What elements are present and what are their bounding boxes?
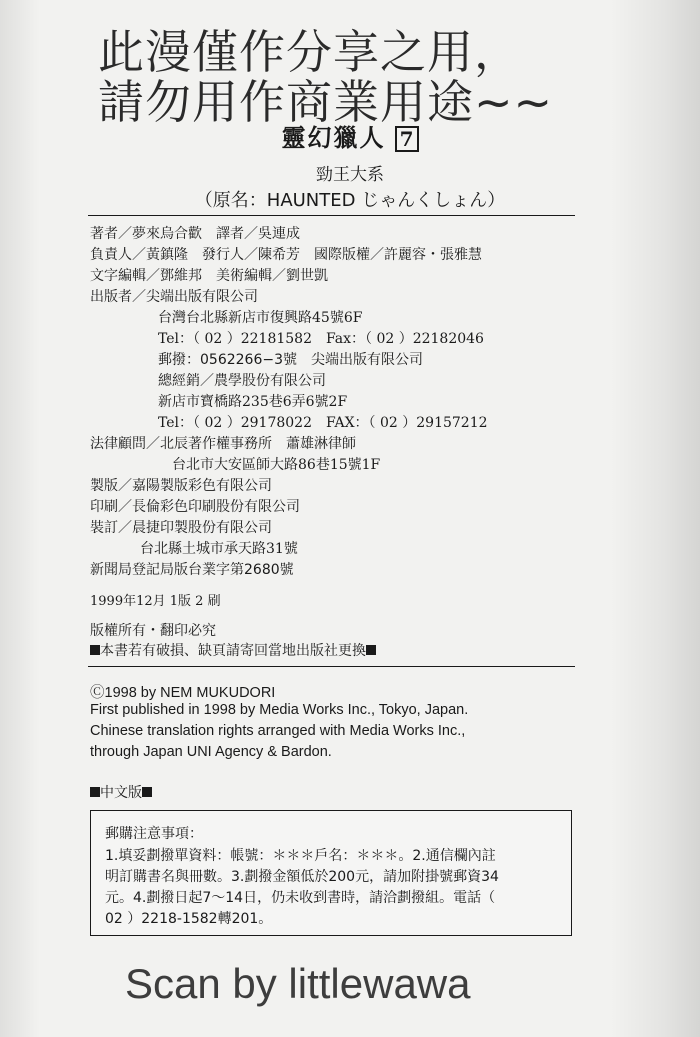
square-bullet-icon (142, 787, 152, 797)
return-notice-row (90, 640, 376, 660)
first-published-line: First published in 1998 by Media Works Inc., Tokyo, Japan. (90, 702, 469, 718)
page-edge-shadow-left (0, 0, 40, 1037)
mail-order-heading: 郵購注意事項： (105, 826, 203, 842)
return-notice: 本書若有破損、缺頁請寄回當地出版社更換 (100, 643, 366, 659)
square-bullet-icon (90, 787, 100, 797)
agency-line: through Japan UNI Agency & Bardon. (90, 744, 332, 760)
divider-bottom (88, 666, 575, 667)
legal-counsel: 法律顧問／北辰著作權事務所 蕭雄淋律師 (90, 436, 356, 452)
book-title-row (0, 118, 700, 153)
mail-order-line-1: 1.填妥劃撥單資料：帳號：＊＊＊戶名：＊＊＊。2.通信欄內註 (105, 848, 496, 864)
credit-staff: 負責人／黃鎮隆 發行人／陳希芳 國際版權／許麗容・張雅慧 (90, 247, 482, 263)
mail-order-line-2: 明訂購書名與冊數。3.劃撥金額低於200元，請加附掛號郵資34 (105, 869, 499, 885)
credit-author-translator: 著者／夢來烏合歡 譯者／吳連成 (90, 226, 300, 242)
publisher-tel-fax: Tel：（ 02 ）22181582 Fax：（ 02 ）22182046 (158, 331, 484, 347)
translation-rights-line: Chinese translation rights arranged with Media Works Inc., (90, 723, 466, 739)
share-notice-line-1: 此漫僅作分享之用， (98, 25, 521, 79)
binder-address: 台北縣土城市承天路31號 (140, 541, 298, 557)
postal-account: 郵撥：0562266−3號 尖端出版有限公司 (158, 352, 423, 368)
page-edge-shadow-right (610, 0, 700, 1037)
distributor: 總經銷／農學股份有限公司 (158, 373, 326, 389)
scan-credit: Scan by littlewawa (125, 960, 471, 1007)
legal-counsel-address: 台北市大安區師大路86巷15號1F (172, 457, 381, 473)
credit-editors: 文字編輯／鄧維邦 美術編輯／劉世凱 (90, 268, 328, 284)
distributor-tel-fax: Tel：（ 02 ）29178022 FAX：（ 02 ）29157212 (158, 415, 488, 431)
square-bullet-icon (366, 645, 376, 655)
printer: 印刷／長倫彩色印刷股份有限公司 (90, 499, 300, 515)
original-title: （原名：HAUNTED じゃんくしょん） (194, 190, 506, 211)
plate-maker: 製版／嘉陽製版彩色有限公司 (90, 478, 272, 494)
mail-order-line-3: 元。4.劃撥日起7〜14日，仍未收到書時，請洽劃撥組。電話（ (105, 890, 496, 906)
binder: 裝訂／晨捷印製股份有限公司 (90, 520, 272, 536)
publisher-address: 台灣台北縣新店市復興路45號6F (158, 310, 363, 326)
square-bullet-icon (90, 645, 100, 655)
rights-reserved: 版權所有・翻印必究 (90, 623, 216, 639)
credit-publisher: 出版者／尖端出版有限公司 (90, 289, 258, 305)
book-title: 靈幻獵人 (281, 124, 386, 152)
divider-top (88, 215, 575, 216)
mail-order-line-4: 02 ）2218-1582轉201。 (105, 911, 273, 927)
share-notice-line-2: 請勿用作商業用途~~ (98, 75, 554, 129)
volume-number: 7 (395, 126, 419, 152)
chinese-edition-row (90, 782, 152, 802)
registration-number: 新聞局登記局版台業字第2680號 (90, 562, 294, 578)
mail-order-notice-box (90, 810, 572, 936)
edition-info: 1999年12月 1版 2 刷 (90, 594, 221, 609)
author-name: 勁王大系 (316, 165, 384, 185)
chinese-edition-label: 中文版 (100, 785, 142, 801)
distributor-address: 新店市寶橋路235巷6弄6號2F (158, 394, 348, 410)
copyright-line: Ⓒ1998 by NEM MUKUDORI (90, 685, 276, 701)
